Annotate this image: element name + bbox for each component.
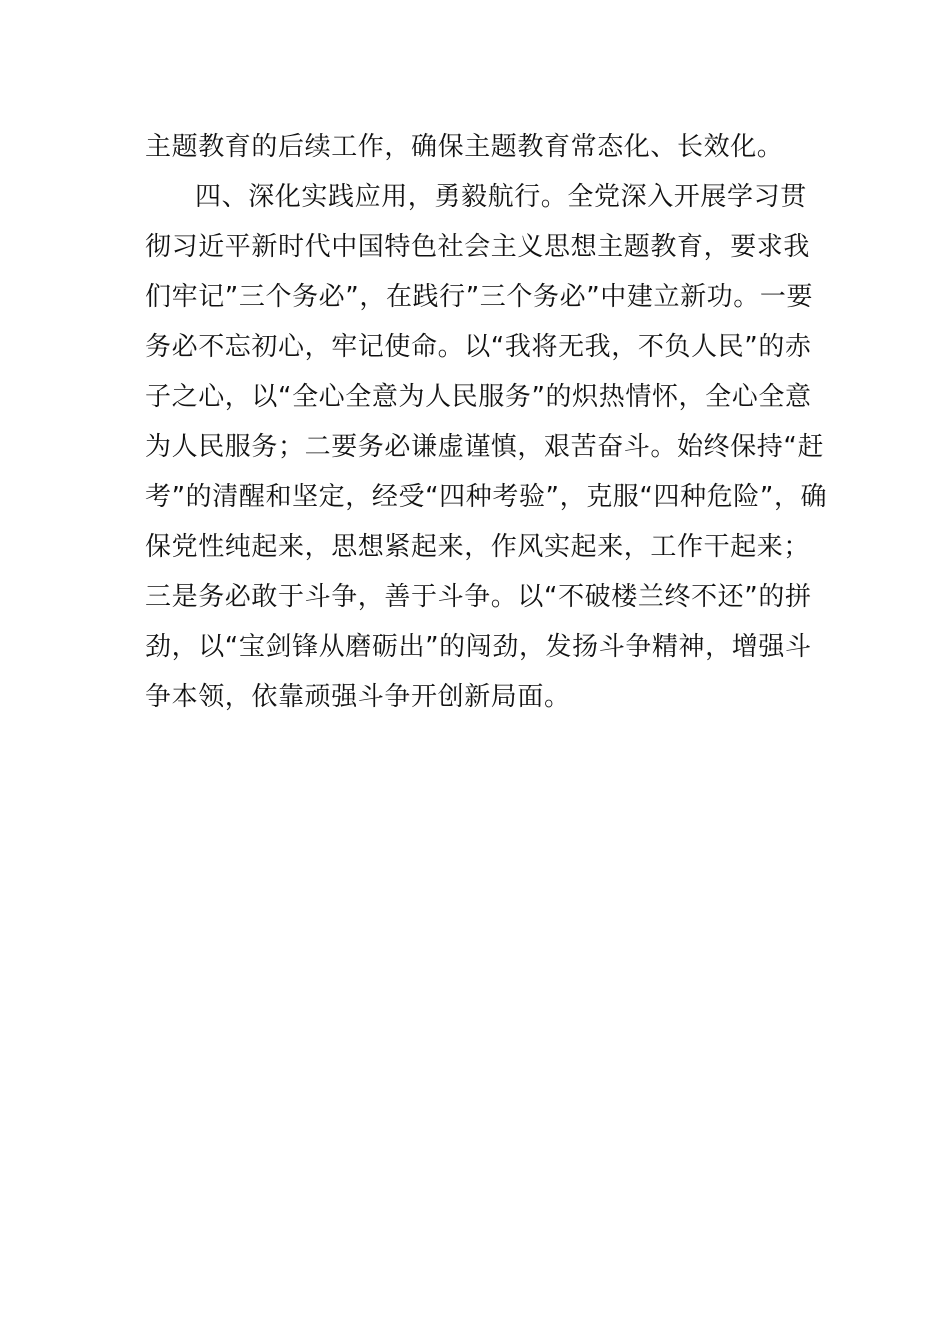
paragraph-start-line: 四、深化实践应用，勇毅航行。全党深入开展学习贯	[195, 182, 807, 212]
text-line: 主题教育的后续工作，确保主题教育常态化、长效化。	[145, 132, 784, 162]
text-line: 彻习近平新时代中国特色社会主义思想主题教育，要求我	[145, 232, 811, 262]
text-line: 务必不忘初心，牢记使命。以“我将无我，不负人民”的赤	[145, 332, 812, 362]
text-line: 子之心，以“全心全意为人民服务”的炽热情怀，全心全意	[145, 382, 812, 412]
text-line: 们牢记”三个务必”，在践行”三个务必”中建立新功。一要	[145, 282, 814, 312]
text-line: 劲，以“宝剑锋从磨砺出”的闯劲，发扬斗争精神，增强斗	[145, 632, 812, 662]
text-line: 保党性纯起来，思想紧起来，作风实起来，工作干起来；	[145, 532, 811, 562]
text-line: 为人民服务；二要务必谦虚谨慎，艰苦奋斗。始终保持“赶	[145, 432, 825, 462]
text-line: 三是务必敢于斗争，善于斗争。以“不破楼兰终不还”的拼	[145, 582, 812, 612]
body-text	[145, 122, 828, 722]
text-line: 考”的清醒和坚定，经受“四种考验”，克服“四种危险”，确	[145, 482, 828, 512]
text-line: 争本领，依靠顽强斗争开创新局面。	[145, 682, 571, 712]
